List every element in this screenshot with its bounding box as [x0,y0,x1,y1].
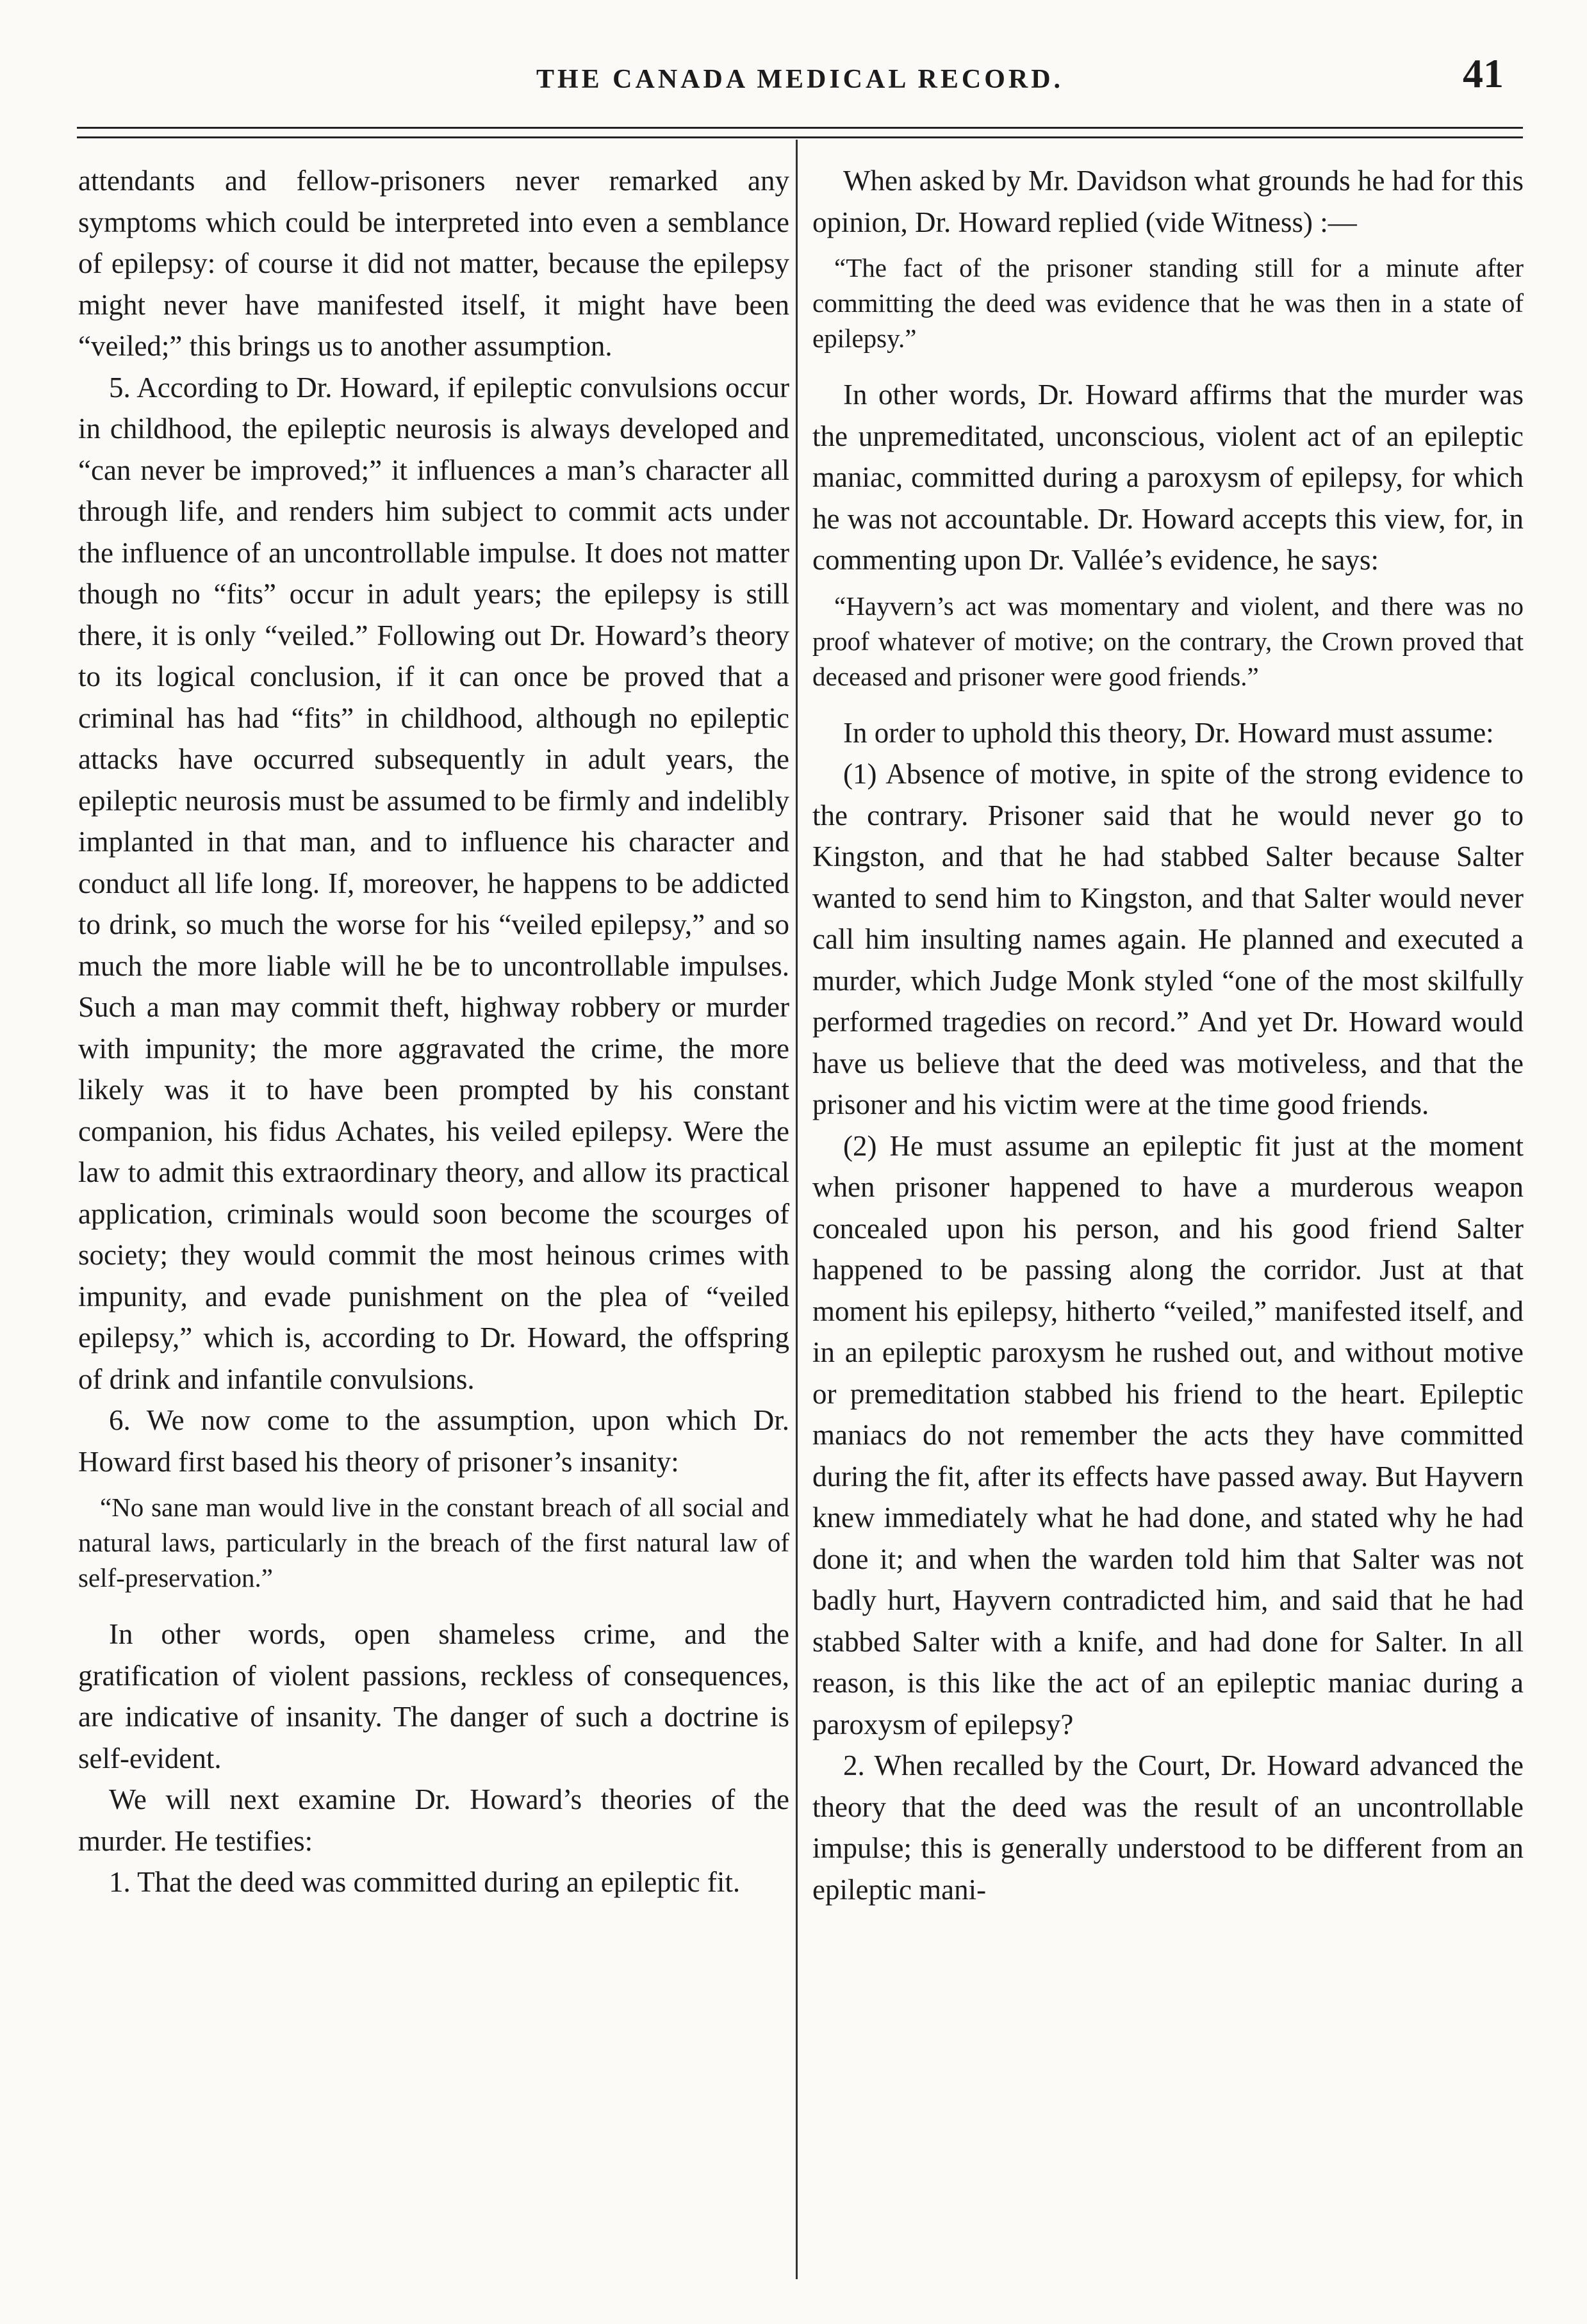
paragraph: We will next examine Dr. Howard’s theories of the murder. He testifies: [78,1783,789,1857]
paragraph: In other words, Dr. Howard affirms that the murder was the unpremeditated, unconscious, violent act of an epileptic maniac, committed during a paroxysm of epilepsy, for which he was not accountable. Dr. Howard accepts this view, for, in commenting upon Dr. Vallée’s evidence, he says: [812,379,1524,576]
paragraph: 2. When recalled by the Court, Dr. Howard advanced the theory that the deed was the result of an uncontrollable impulse; this is generally understood to be different from an epileptic mani- [812,1749,1524,1906]
paragraph: 6. We now come to the assumption, upon which Dr. Howard first based his theory of prisoner’s insanity: [78,1404,789,1478]
paragraph: 1. That the deed was committed during an epileptic fit. [109,1866,741,1898]
paragraph: In order to uphold this theory, Dr. Howard must assume: [843,716,1494,749]
column-divider [796,140,798,2279]
paragraph: (2) He must assume an epileptic fit just at the moment when prisoner happened to have a murderous weapon concealed upon his person, and his good friend Salter happened to be passing along the corridor. Just at that moment his epilepsy, hitherto “veiled,” manifested itself, and in an epileptic paroxysm he rushed out, and without motive or premeditation stabbed his friend to the heart. Epileptic maniacs do not remember the acts they have committed during the fit, after its effects have passed away. But Hayvern knew immediately what he had done, and stated why he had done it; and when the warden told him that Salter was not badly hurt, Hayvern contradicted him, and said that he had stabbed Salter with a knife, and had done for Salter. In all reason, is this like the act of an epileptic maniac during a paroxysm of epilepsy? [812,1129,1524,1740]
page-number: 41 [1463,51,1504,96]
right-column [812,160,1524,1910]
quotation: “The fact of the prisoner standing still for a minute after committing the deed was evidence that he was then in a state of epilepsy.” [812,253,1524,353]
running-head: THE CANADA MEDICAL RECORD. [536,65,1064,94]
paragraph: 5. According to Dr. Howard, if epileptic convulsions occur in childhood, the epileptic neurosis is always developed and “can never be improved;” it influences a man’s character all through life, and renders him subject to commit acts under the influence of an uncontrollable impulse. It does not matter though no “fits” occur in adult years; the epilepsy is still there, it is only “veiled.” Following out Dr. Howard’s theory to its logical conclusion, if it can once be proved that a criminal has had “fits” in childhood, although no epileptic attacks have occurred subsequently in adult years, the epileptic neurosis must be assumed to be firmly and indelibly implanted in that man, and to influence his character and conduct all life long. If, moreover, he happens to be addicted to drink, so much the worse for his “veiled epilepsy,” and so much the more liable will he be to uncontrollable impulses. Such a man may commit theft, highway robbery or murder with impunity; the more aggravated the crime, the more likely was it to have been prompted by his constant companion, his fidus Achates, his veiled epilepsy. Were the law to admit this extraordinary theory, and allow its practical application, criminals would soon become the scourges of society; they would commit the most heinous crimes with impunity, and evade punishment on the plea of “veiled epilepsy,” which is, according to Dr. Howard, the offspring of drink and infantile convulsions. [78,371,789,1395]
header-double-rule [77,127,1523,138]
paragraph: In other words, open shameless crime, and the gratification of violent passions, reckless of consequences, are indicative of insanity. The danger of such a doctrine is self-evident. [78,1618,789,1774]
quotation: “No sane man would live in the constant breach of all social and natural laws, particularly in the breach of the first natural law of self-preservation.” [78,1493,789,1592]
page-header [77,50,1523,120]
paragraph: (1) Absence of motive, in spite of the strong evidence to the contrary. Prisoner said that he would never go to Kingston, and that he had stabbed Salter because Salter wanted to send him to Kingston, and that Salter would never call him insulting names again. He planned and executed a murder, which Judge Monk styled “one of the most skilfully performed tragedies on record.” And yet Dr. Howard would have us believe that the deed was motiveless, and that the prisoner and his victim were at the time good friends. [812,758,1524,1120]
left-column [78,160,789,1903]
paragraph: When asked by Mr. Davidson what grounds he had for this opinion, Dr. Howard replied (vide Witness) :— [812,165,1524,238]
paragraph: attendants and fellow-prisoners never remarked any symptoms which could be interpreted into even a semblance of epilepsy: of course it did not matter, because the epilepsy might never have manifested itself, it might have been “veiled;” this brings us to another assumption. [78,165,789,362]
quotation: “Hayvern’s act was momentary and violent, and there was no proof whatever of motive; on the contrary, the Crown proved that deceased and prisoner were good friends.” [812,591,1524,691]
